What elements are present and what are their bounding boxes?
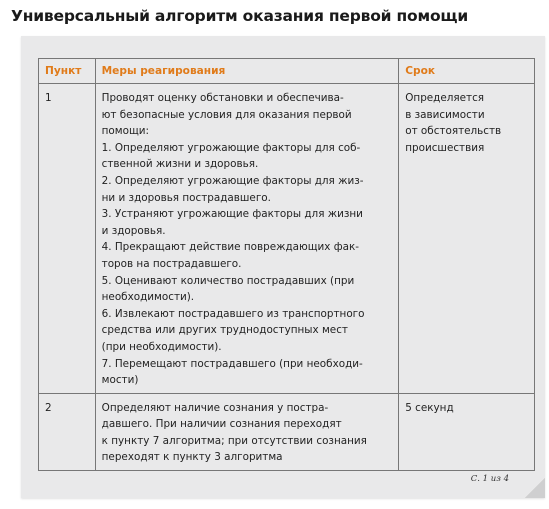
measures-line: 7. Перемещают пострадавшего (при необходи-: [101, 357, 363, 370]
measures-line: необходимости).: [101, 291, 195, 304]
measures-line: ют безопасные условия для оказания первой: [101, 108, 352, 121]
term-line: от обстоятельств: [405, 125, 502, 138]
measures-line: переходят к пункту 3 алгоритма: [101, 451, 283, 464]
document-page: [21, 36, 545, 498]
measures-line: Проводят оценку обстановки и обеспечива-: [101, 92, 344, 104]
term-line: Определяется: [405, 92, 485, 104]
page-title: Универсальный алгоритм оказания первой помощи: [11, 7, 468, 25]
table-header-row: [39, 59, 535, 84]
measures-line: к пункту 7 алгоритма; при отсутствии сознания: [101, 434, 367, 447]
term-line: в зависимости: [405, 108, 485, 121]
measures-line: торов на пострадавшего.: [101, 257, 242, 270]
cell-point: 2: [39, 393, 96, 470]
measures-line: 5. Оценивают количество пострадавших (при: [101, 274, 355, 287]
header-point: Пункт: [39, 59, 96, 84]
measures-line: (при необходимости).: [101, 340, 222, 353]
page-corner-fold: [525, 478, 545, 498]
measures-line: средства или других труднодоступных мест: [101, 324, 348, 337]
term-line: происшествия: [405, 141, 485, 154]
page-number: С. 1 из 4: [470, 474, 509, 484]
measures-line: 4. Прекращают действие повреждающих фак-: [101, 241, 360, 254]
measures-line: мости): [101, 374, 139, 387]
measures-line: давшего. При наличии сознания переходят: [101, 418, 342, 431]
measures-line: 2. Определяют угрожающие факторы для жиз-: [101, 174, 364, 187]
measures-line: 3. Устраняют угрожающие факторы для жизни: [101, 208, 363, 221]
header-term: Срок: [399, 59, 535, 84]
table-row: [39, 393, 535, 470]
measures-line: Определяют наличие сознания у постра-: [101, 401, 329, 414]
table-row: [39, 84, 535, 394]
measures-line: и здоровья.: [101, 224, 166, 237]
header-measures: Меры реагирования: [95, 59, 399, 84]
measures-line: 6. Извлекают пострадавшего из транспортного: [101, 307, 365, 320]
cell-term: [399, 84, 535, 394]
measures-line: 1. Определяют угрожающие факторы для соб-: [101, 141, 361, 154]
measures-line: ни и здоровья пострадавшего.: [101, 191, 271, 204]
term-line: 5 секунд: [405, 401, 454, 414]
algorithm-table: [38, 58, 535, 471]
cell-measures: [95, 84, 399, 394]
cell-term: [399, 393, 535, 470]
measures-line: ственной жизни и здоровья.: [101, 158, 259, 171]
measures-line: помощи:: [101, 125, 150, 138]
cell-point: 1: [39, 84, 96, 394]
cell-measures: [95, 393, 399, 470]
